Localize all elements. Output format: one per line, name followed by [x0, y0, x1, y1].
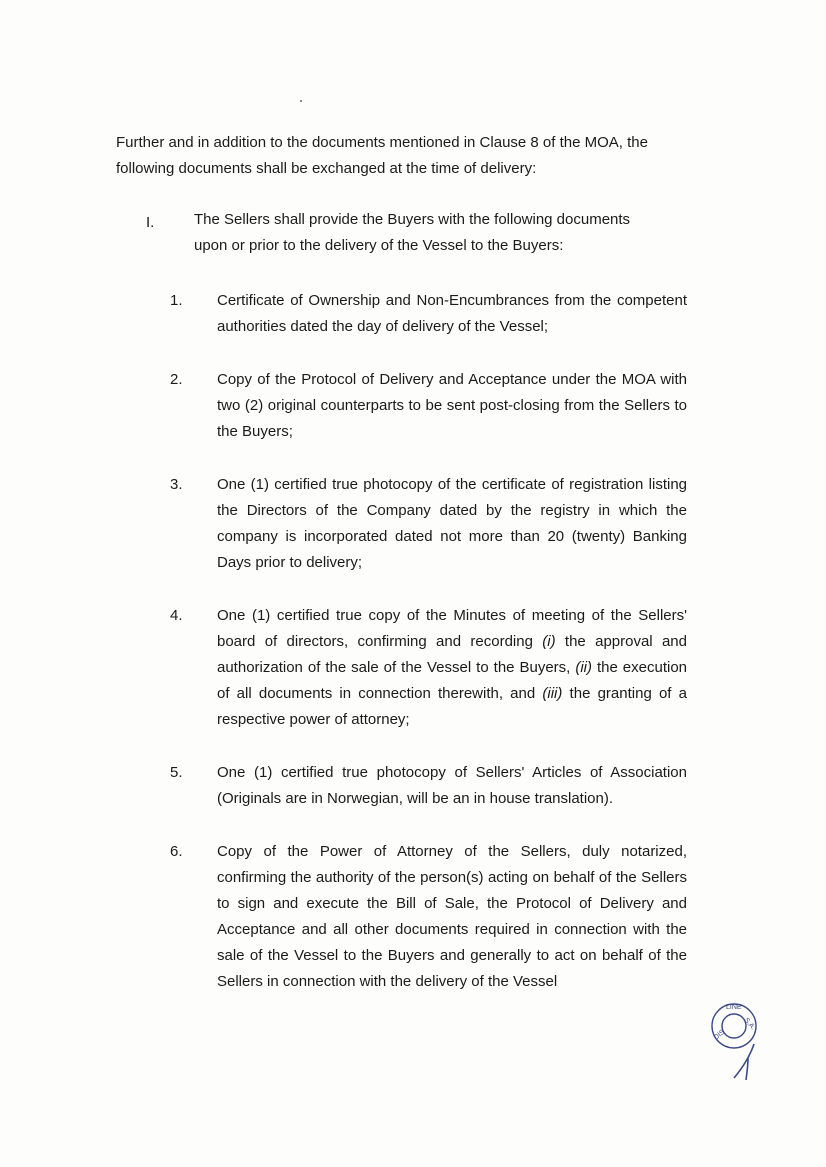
company-seal-stamp: [704, 1000, 768, 1090]
list-item-text: [217, 603, 687, 733]
roman-marker-iii: (iii): [542, 685, 563, 702]
list-item-number: 2.: [170, 371, 183, 388]
item-text-part: the execution of all documents in connection therewith, and: [217, 659, 688, 702]
list-item-text: One (1) certified true photocopy of Sellers' Articles of Association (Originals are in Norwegian, will be an in house translation).: [217, 764, 687, 807]
list-item-number: 1.: [170, 292, 183, 309]
list-item-number: 6.: [170, 843, 183, 860]
roman-marker-ii: (ii): [575, 659, 592, 676]
item-text-part: One (1) certified true copy of the Minutes of meeting of the Sellers' board of directors, confirming and recording: [217, 607, 687, 650]
item-text-part: the approval and authorization of the sale of the Vessel to the Buyers,: [217, 633, 687, 676]
svg-text:LINE: LINE: [726, 1004, 742, 1011]
scan-speck: [300, 100, 302, 102]
list-item-text: Certificate of Ownership and Non-Encumbrances from the competent authorities dated the day of delivery of the Vessel;: [217, 292, 687, 335]
list-item-text: One (1) certified true photocopy of the certificate of registration listing the Directors of the Company dated by the registry in which the company is incorporated dated not more than 20 (twenty) Banking Days prior to delivery;: [217, 476, 687, 571]
section-heading-text: The Sellers shall provide the Buyers with the following documents upon or prior to the delivery of the Vessel to the Buyers:: [194, 211, 631, 254]
list-item-text: Copy of the Protocol of Delivery and Acceptance under the MOA with two (2) original counterparts to be sent post-closing from the Sellers to the Buyers;: [217, 371, 687, 440]
svg-text:DIS: DIS: [712, 1028, 727, 1042]
list-item-number: 4.: [170, 607, 183, 624]
item-text-part: the granting of a respective power of attorney;: [217, 685, 687, 728]
list-item-number: 5.: [170, 764, 183, 781]
section-marker: I.: [146, 214, 155, 231]
intro-paragraph: Further and in addition to the documents mentioned in Clause 8 of the MOA, the following documents shall be exchanged at the time of delivery:: [116, 134, 648, 177]
list-item-number: 3.: [170, 476, 183, 493]
list-item-text: Copy of the Power of Attorney of the Sellers, duly notarized, confirming the authority of the person(s) acting on behalf of the Sellers to sign and execute the Bill of Sale, the Protocol of Delivery and Acceptance and all other documents required in connection with the sale of the Vessel to the Buyers and generally to act on behalf of the Sellers in connection with the delivery of the Vessel: [217, 843, 687, 990]
svg-text:S.A.: S.A.: [742, 1016, 757, 1032]
roman-marker-i: (i): [542, 633, 556, 650]
